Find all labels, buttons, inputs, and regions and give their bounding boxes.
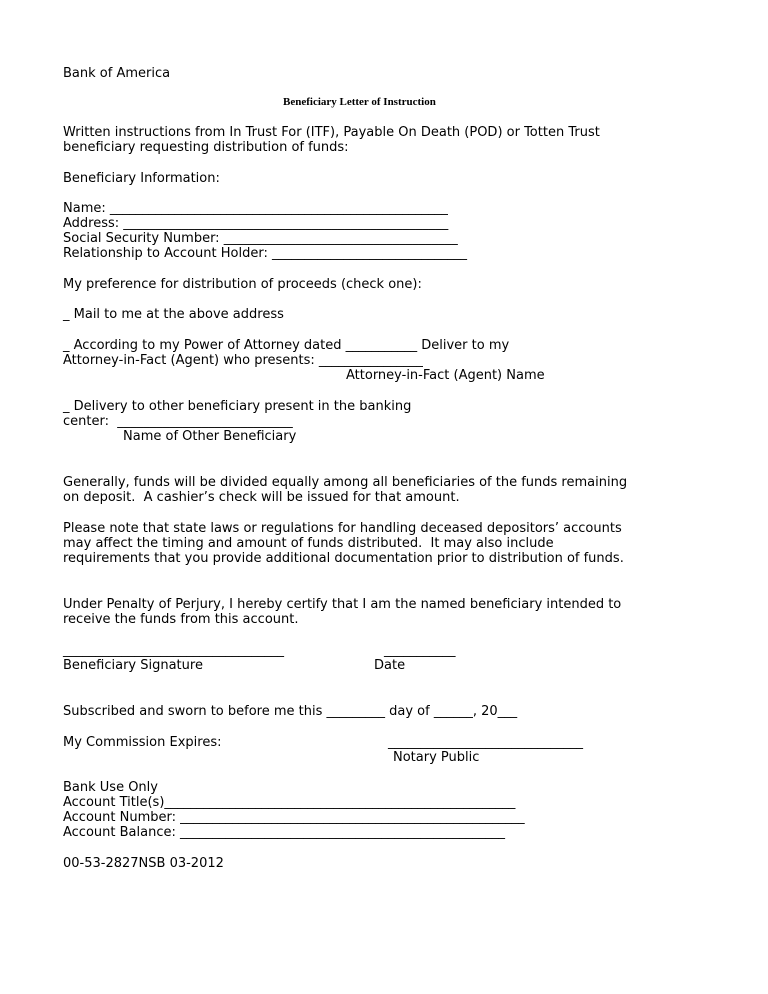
option-poa-line-1: _ According to my Power of Attorney dated ___________ Deliver to my [63, 338, 510, 353]
document-title: Beneficiary Letter of Instruction [283, 96, 436, 108]
ssn-field-line: Social Security Number: ____________________________________ [63, 231, 458, 246]
relationship-field-line: Relationship to Account Holder: ______________________________ [63, 246, 467, 261]
signature-label: Beneficiary Signature [63, 658, 203, 673]
form-number: 00-53-2827NSB 03-2012 [63, 856, 224, 871]
commission-expires-label: My Commission Expires: [63, 735, 222, 750]
perjury-line-2: receive the funds from this account. [63, 612, 299, 627]
laws-line-3: requirements that you provide additional documentation prior to distribution of funds. [63, 551, 624, 566]
preference-heading: My preference for distribution of proceeds (check one): [63, 277, 422, 292]
beneficiary-info-heading: Beneficiary Information: [63, 171, 220, 186]
option-other-line-2: center: ___________________________ [63, 414, 293, 429]
account-number-line: Account Number: _____________________________________________________ [63, 810, 525, 825]
bank-use-heading: Bank Use Only [63, 780, 158, 795]
name-field-line: Name: ____________________________________________________ [63, 201, 448, 216]
option-poa-caption: Attorney-in-Fact (Agent) Name [346, 368, 545, 383]
division-line-2: on deposit. A cashier’s check will be issued for that amount. [63, 490, 460, 505]
date-line: ___________ [384, 643, 456, 658]
account-titles-line: Account Title(s)______________________________________________________ [63, 795, 516, 810]
signature-line: __________________________________ [63, 643, 284, 658]
sworn-line: Subscribed and sworn to before me this _________ day of ______, 20___ [63, 704, 518, 719]
option-other-caption: Name of Other Beneficiary [123, 429, 297, 444]
option-other-line-1: _ Delivery to other beneficiary present in the banking [63, 399, 412, 414]
address-field-line: Address: __________________________________________________ [63, 216, 449, 231]
option-poa-line-2: Attorney-in-Fact (Agent) who presents: ________________ [63, 353, 423, 368]
bank-name: Bank of America [63, 66, 171, 81]
notary-signature-line: ______________________________ [388, 735, 583, 750]
option-mail: _ Mail to me at the above address [63, 307, 284, 322]
date-label: Date [374, 658, 406, 673]
account-balance-line: Account Balance: __________________________________________________ [63, 825, 505, 840]
laws-line-2: may affect the timing and amount of funds distributed. It may also include [63, 536, 554, 551]
division-line-1: Generally, funds will be divided equally among all beneficiaries of the funds remaining [63, 475, 628, 490]
intro-line-1: Written instructions from In Trust For (ITF), Payable On Death (POD) or Totten Trust [63, 125, 600, 140]
perjury-line-1: Under Penalty of Perjury, I hereby certify that I am the named beneficiary intended to [63, 597, 622, 612]
intro-line-2: beneficiary requesting distribution of funds: [63, 140, 349, 155]
laws-line-1: Please note that state laws or regulations for handling deceased depositors’ accounts [63, 521, 622, 536]
notary-public-label: Notary Public [393, 750, 480, 765]
